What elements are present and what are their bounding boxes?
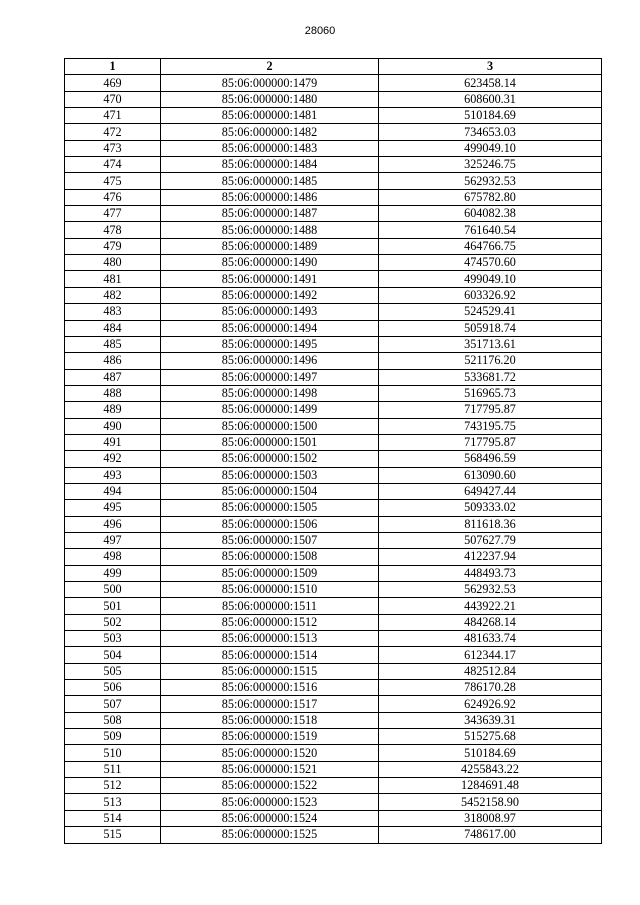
value-cell: 484268.14 (379, 614, 602, 630)
table-row (65, 173, 602, 189)
table-row (65, 189, 602, 205)
row-number-cell: 515 (65, 827, 161, 843)
cadastral-number-cell: 85:06:000000:1514 (161, 647, 379, 663)
row-number-cell: 499 (65, 565, 161, 581)
table-row (65, 140, 602, 156)
row-number-cell: 484 (65, 320, 161, 336)
table-row (65, 565, 602, 581)
value-cell: 499049.10 (379, 140, 602, 156)
table-row (65, 353, 602, 369)
row-number-cell: 495 (65, 500, 161, 516)
table-row (65, 745, 602, 761)
row-number-cell: 478 (65, 222, 161, 238)
cadastral-number-cell: 85:06:000000:1484 (161, 157, 379, 173)
value-cell: 516965.73 (379, 385, 602, 401)
cadastral-number-cell: 85:06:000000:1479 (161, 75, 379, 91)
cadastral-number-cell: 85:06:000000:1508 (161, 549, 379, 565)
cadastral-number-cell: 85:06:000000:1481 (161, 108, 379, 124)
value-cell: 448493.73 (379, 565, 602, 581)
table-row (65, 549, 602, 565)
row-number-cell: 505 (65, 663, 161, 679)
row-number-cell: 469 (65, 75, 161, 91)
row-number-cell: 514 (65, 810, 161, 826)
table-row (65, 402, 602, 418)
cadastral-number-cell: 85:06:000000:1507 (161, 532, 379, 548)
cadastral-number-cell: 85:06:000000:1520 (161, 745, 379, 761)
row-number-cell: 489 (65, 402, 161, 418)
row-number-cell: 473 (65, 140, 161, 156)
value-cell: 482512.84 (379, 663, 602, 679)
cadastral-number-cell: 85:06:000000:1516 (161, 680, 379, 696)
cadastral-number-cell: 85:06:000000:1519 (161, 729, 379, 745)
row-number-cell: 506 (65, 680, 161, 696)
table-header-row (65, 59, 602, 75)
row-number-cell: 493 (65, 467, 161, 483)
cadastral-number-cell: 85:06:000000:1504 (161, 483, 379, 499)
table-row (65, 647, 602, 663)
cadastral-number-cell: 85:06:000000:1523 (161, 794, 379, 810)
row-number-cell: 510 (65, 745, 161, 761)
cadastral-number-cell: 85:06:000000:1489 (161, 238, 379, 254)
value-cell: 474570.60 (379, 255, 602, 271)
column-header-2: 2 (161, 59, 379, 75)
table-row (65, 320, 602, 336)
value-cell: 649427.44 (379, 483, 602, 499)
cadastral-number-cell: 85:06:000000:1517 (161, 696, 379, 712)
cadastral-number-cell: 85:06:000000:1483 (161, 140, 379, 156)
row-number-cell: 481 (65, 271, 161, 287)
row-number-cell: 480 (65, 255, 161, 271)
value-cell: 604082.38 (379, 206, 602, 222)
table-row (65, 483, 602, 499)
table-row (65, 827, 602, 843)
value-cell: 734653.03 (379, 124, 602, 140)
table-row (65, 271, 602, 287)
row-number-cell: 482 (65, 287, 161, 303)
table-row (65, 91, 602, 107)
table-row (65, 467, 602, 483)
cadastral-number-cell: 85:06:000000:1524 (161, 810, 379, 826)
table-row (65, 255, 602, 271)
row-number-cell: 497 (65, 532, 161, 548)
column-header-1: 1 (65, 59, 161, 75)
value-cell: 623458.14 (379, 75, 602, 91)
row-number-cell: 492 (65, 451, 161, 467)
value-cell: 743195.75 (379, 418, 602, 434)
row-number-cell: 494 (65, 483, 161, 499)
value-cell: 507627.79 (379, 532, 602, 548)
row-number-cell: 475 (65, 173, 161, 189)
table-row (65, 614, 602, 630)
row-number-cell: 487 (65, 369, 161, 385)
value-cell: 562932.53 (379, 173, 602, 189)
value-cell: 521176.20 (379, 353, 602, 369)
row-number-cell: 477 (65, 206, 161, 222)
cadastral-number-cell: 85:06:000000:1487 (161, 206, 379, 222)
table-row (65, 516, 602, 532)
value-cell: 761640.54 (379, 222, 602, 238)
value-cell: 499049.10 (379, 271, 602, 287)
cadastral-number-cell: 85:06:000000:1506 (161, 516, 379, 532)
data-table (64, 58, 602, 844)
page-number: 28060 (304, 25, 336, 37)
value-cell: 5452158.90 (379, 794, 602, 810)
table-row (65, 729, 602, 745)
table-row (65, 451, 602, 467)
value-cell: 612344.17 (379, 647, 602, 663)
cadastral-number-cell: 85:06:000000:1486 (161, 189, 379, 205)
value-cell: 509333.02 (379, 500, 602, 516)
row-number-cell: 488 (65, 385, 161, 401)
table-row (65, 385, 602, 401)
row-number-cell: 500 (65, 582, 161, 598)
table-row (65, 680, 602, 696)
table-row (65, 532, 602, 548)
table-row (65, 631, 602, 647)
value-cell: 412237.94 (379, 549, 602, 565)
row-number-cell: 498 (65, 549, 161, 565)
cadastral-number-cell: 85:06:000000:1482 (161, 124, 379, 140)
cadastral-number-cell: 85:06:000000:1493 (161, 304, 379, 320)
value-cell: 717795.87 (379, 434, 602, 450)
row-number-cell: 491 (65, 434, 161, 450)
value-cell: 748617.00 (379, 827, 602, 843)
table-row (65, 500, 602, 516)
value-cell: 568496.59 (379, 451, 602, 467)
cadastral-number-cell: 85:06:000000:1499 (161, 402, 379, 418)
cadastral-number-cell: 85:06:000000:1525 (161, 827, 379, 843)
value-cell: 811618.36 (379, 516, 602, 532)
cadastral-number-cell: 85:06:000000:1498 (161, 385, 379, 401)
row-number-cell: 501 (65, 598, 161, 614)
table-row (65, 287, 602, 303)
value-cell: 1284691.48 (379, 778, 602, 794)
row-number-cell: 472 (65, 124, 161, 140)
value-cell: 562932.53 (379, 582, 602, 598)
cadastral-number-cell: 85:06:000000:1497 (161, 369, 379, 385)
table-row (65, 434, 602, 450)
cadastral-number-cell: 85:06:000000:1505 (161, 500, 379, 516)
row-number-cell: 471 (65, 108, 161, 124)
row-number-cell: 509 (65, 729, 161, 745)
table-row (65, 238, 602, 254)
table-row (65, 794, 602, 810)
value-cell: 464766.75 (379, 238, 602, 254)
value-cell: 717795.87 (379, 402, 602, 418)
cadastral-number-cell: 85:06:000000:1496 (161, 353, 379, 369)
table-row (65, 712, 602, 728)
cadastral-number-cell: 85:06:000000:1513 (161, 631, 379, 647)
cadastral-number-cell: 85:06:000000:1480 (161, 91, 379, 107)
cadastral-number-cell: 85:06:000000:1492 (161, 287, 379, 303)
value-cell: 343639.31 (379, 712, 602, 728)
row-number-cell: 496 (65, 516, 161, 532)
cadastral-number-cell: 85:06:000000:1501 (161, 434, 379, 450)
value-cell: 624926.92 (379, 696, 602, 712)
row-number-cell: 502 (65, 614, 161, 630)
cadastral-number-cell: 85:06:000000:1518 (161, 712, 379, 728)
cadastral-number-cell: 85:06:000000:1509 (161, 565, 379, 581)
value-cell: 675782.80 (379, 189, 602, 205)
row-number-cell: 503 (65, 631, 161, 647)
row-number-cell: 486 (65, 353, 161, 369)
value-cell: 786170.28 (379, 680, 602, 696)
cadastral-number-cell: 85:06:000000:1515 (161, 663, 379, 679)
cadastral-number-cell: 85:06:000000:1502 (161, 451, 379, 467)
table-row (65, 598, 602, 614)
cadastral-number-cell: 85:06:000000:1511 (161, 598, 379, 614)
row-number-cell: 479 (65, 238, 161, 254)
value-cell: 4255843.22 (379, 761, 602, 777)
cadastral-number-cell: 85:06:000000:1490 (161, 255, 379, 271)
row-number-cell: 485 (65, 336, 161, 352)
table-row (65, 418, 602, 434)
row-number-cell: 474 (65, 157, 161, 173)
value-cell: 533681.72 (379, 369, 602, 385)
value-cell: 613090.60 (379, 467, 602, 483)
table-row (65, 761, 602, 777)
cadastral-number-cell: 85:06:000000:1510 (161, 582, 379, 598)
table-body (65, 75, 602, 843)
value-cell: 608600.31 (379, 91, 602, 107)
row-number-cell: 513 (65, 794, 161, 810)
value-cell: 318008.97 (379, 810, 602, 826)
row-number-cell: 470 (65, 91, 161, 107)
value-cell: 481633.74 (379, 631, 602, 647)
table-row (65, 663, 602, 679)
cadastral-number-cell: 85:06:000000:1491 (161, 271, 379, 287)
cadastral-number-cell: 85:06:000000:1494 (161, 320, 379, 336)
table-row (65, 222, 602, 238)
row-number-cell: 483 (65, 304, 161, 320)
row-number-cell: 511 (65, 761, 161, 777)
row-number-cell: 504 (65, 647, 161, 663)
row-number-cell: 508 (65, 712, 161, 728)
table-row (65, 336, 602, 352)
cadastral-number-cell: 85:06:000000:1488 (161, 222, 379, 238)
value-cell: 515275.68 (379, 729, 602, 745)
table-row (65, 108, 602, 124)
cadastral-number-cell: 85:06:000000:1495 (161, 336, 379, 352)
table-row (65, 206, 602, 222)
table-row (65, 582, 602, 598)
cadastral-number-cell: 85:06:000000:1522 (161, 778, 379, 794)
cadastral-number-cell: 85:06:000000:1500 (161, 418, 379, 434)
table-row (65, 124, 602, 140)
table-row (65, 810, 602, 826)
value-cell: 603326.92 (379, 287, 602, 303)
column-header-3: 3 (379, 59, 602, 75)
value-cell: 325246.75 (379, 157, 602, 173)
row-number-cell: 476 (65, 189, 161, 205)
table-row (65, 75, 602, 91)
value-cell: 351713.61 (379, 336, 602, 352)
table-row (65, 157, 602, 173)
table-row (65, 696, 602, 712)
value-cell: 524529.41 (379, 304, 602, 320)
row-number-cell: 507 (65, 696, 161, 712)
value-cell: 510184.69 (379, 745, 602, 761)
cadastral-number-cell: 85:06:000000:1512 (161, 614, 379, 630)
row-number-cell: 490 (65, 418, 161, 434)
value-cell: 510184.69 (379, 108, 602, 124)
cadastral-number-cell: 85:06:000000:1503 (161, 467, 379, 483)
table-row (65, 778, 602, 794)
table-row (65, 369, 602, 385)
table-row (65, 304, 602, 320)
value-cell: 505918.74 (379, 320, 602, 336)
cadastral-number-cell: 85:06:000000:1485 (161, 173, 379, 189)
value-cell: 443922.21 (379, 598, 602, 614)
row-number-cell: 512 (65, 778, 161, 794)
cadastral-number-cell: 85:06:000000:1521 (161, 761, 379, 777)
